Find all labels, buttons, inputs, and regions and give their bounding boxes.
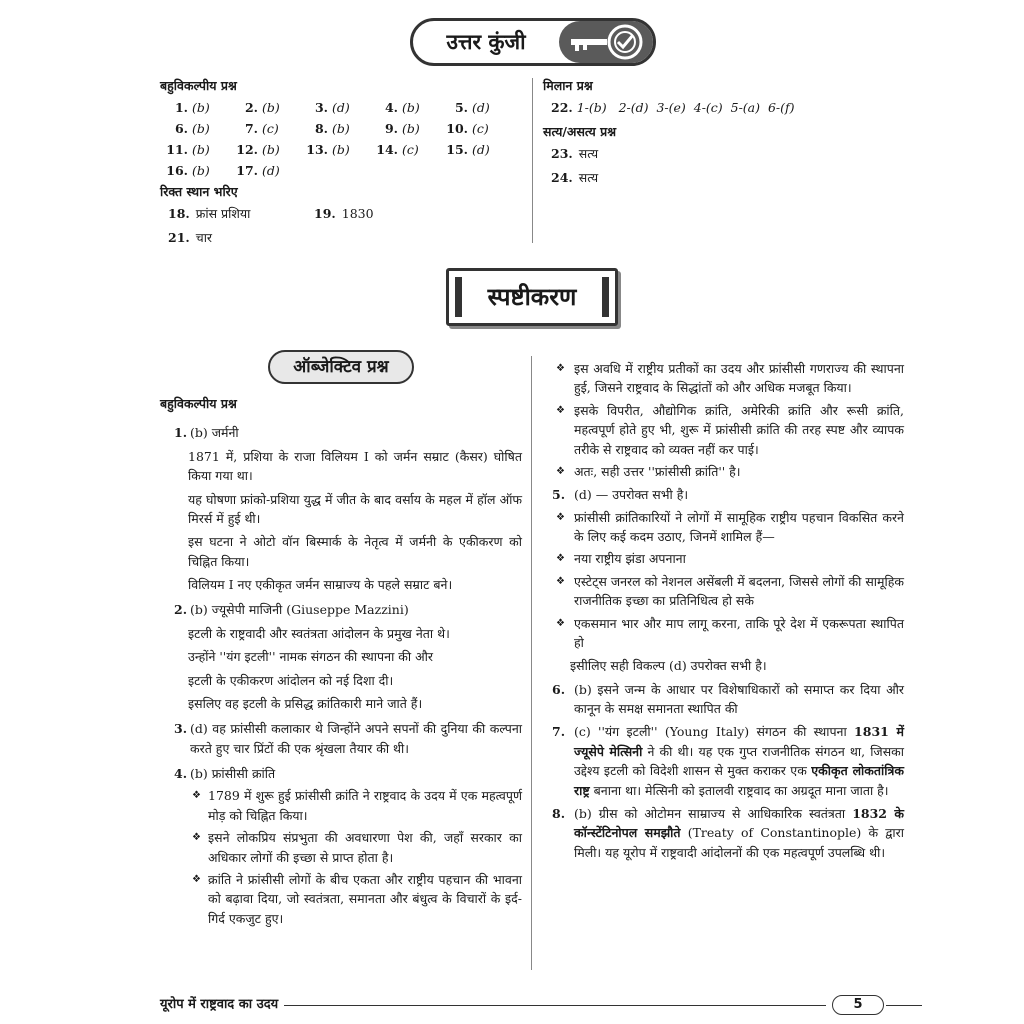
match-heading: मिलान प्रश्न — [543, 78, 593, 93]
question-4: 4. (b) फ्रांसीसी क्रांति — [174, 766, 276, 781]
q2-para-4: इसलिए वह इटली के प्रसिद्ध क्रांतिकारी माने जाते हैं। — [188, 695, 423, 711]
key-target-icon — [559, 21, 653, 63]
mcq-answer: 3. (d) — [314, 100, 350, 115]
mcq-row — [160, 140, 532, 161]
right-column — [552, 356, 904, 862]
answer-key-banner — [410, 18, 656, 66]
fill-answer: 21. चार — [168, 230, 213, 245]
q1-para-4: विलियम I नए एकीकृत जर्मन साम्राज्य के पहले सम्राट बने। — [188, 577, 453, 592]
q4-bullet-5: ❖ इसके विपरीत, औद्योगिक क्रांति, अमेरिकी क्रांति और रूसी क्रांति, महत्वपूर्ण होते हुए भी, शुरू में फ्रांसीसी क्रांति की तरह स्पष्ट और व्यापक तरीके से राष्ट्रवाद को व्यक्त नहीं कर पाई। — [556, 401, 904, 459]
mcq-answer: 8. (b) — [314, 121, 350, 136]
question-7: 7. (c) ''यंग इटली'' (Young Italy) संगठन की स्थापना 1831 में ज्यूसेपे मेत्सिनी ने की थी। यह एक गुप्त राजनीतिक संगठन था, जिसका उद्देश्य इटली को विदेशी शासन से मुक्त कराकर एक एकीकृत लोकतांत्रिक राष्ट्र बनाना था। मेत्सिनी को इतालवी राष्ट्रवाद का अग्रदूत माना जाता है। — [552, 724, 904, 798]
question-8: 8. (b) ग्रीस को ओटोमन साम्राज्य से आधिकारिक स्वतंत्रता 1832 के कॉन्स्टेंटिनोपल समझौते (Treaty of Constantinople) के द्वारा मिली। यह यूरोप में राष्ट्रवादी आंदोलनों की एक महत्वपूर्ण उपलब्धि थी। — [552, 805, 904, 860]
diamond-bullet-icon: ❖ — [556, 404, 565, 416]
mcq-answer: 15. (d) — [446, 142, 490, 157]
page-footer — [160, 994, 922, 1016]
fill-answers — [160, 204, 532, 252]
mcq-answer: 12. (b) — [236, 142, 280, 157]
mcq-answer: 4. (b) — [384, 100, 420, 115]
mcq-answer: 10. (c) — [446, 121, 489, 136]
q4-bullet-3: ❖ क्रांति ने फ्रांसीसी लोगों के बीच एकता और राष्ट्रीय पहचान की भावना को बढ़ावा दिया, जो स्वतंत्रता, समानता और बंधुत्व के विचारों के इर्द-गिर्द एकजुट हुए। — [192, 870, 522, 928]
question-1: 1. (b) जर्मनी — [174, 425, 239, 441]
mcq-answer: 13. (b) — [306, 142, 350, 157]
q4-bullet-4: ❖ इस अवधि में राष्ट्रीय प्रतीकों का उदय और फ्रांसीसी गणराज्य की स्थापना हुई, जिसने राष्ट्रवाद के सिद्धांतों को और अधिक मजबूत किया। — [556, 359, 904, 398]
footer-rule-tail — [886, 1005, 922, 1006]
q5-bullet-1: ❖ फ्रांसीसी क्रांतिकारियों ने लोगों में सामूहिक राष्ट्रीय पहचान विकसित करने के लिए कई कदम उठाए, जिनमें शामिल हैं— — [556, 508, 904, 547]
diamond-bullet-icon: ❖ — [192, 832, 201, 844]
mcq-answer: 17. (d) — [236, 163, 280, 178]
question-5: 5. (d) — उपरोक्त सभी है। — [552, 487, 689, 503]
explanation-title: स्पष्टीकरण — [487, 282, 577, 312]
mcq-heading: बहुविकल्पीय प्रश्न — [160, 78, 237, 93]
fill-row — [160, 204, 532, 228]
mcq-subheading: बहुविकल्पीय प्रश्न — [160, 396, 237, 411]
tf-answer: 24. सत्य — [551, 170, 599, 185]
q2-para-3: इटली के एकीकरण आंदोलन को नई दिशा दी। — [188, 672, 394, 688]
question-3: 3. (d) वह फ्रांसीसी कलाकार थे जिन्होंने अपने सपनों की दुनिया की कल्पना करते हुए चार प्रिंटों की एक श्रृंखला तैयार की थी। — [174, 721, 522, 756]
answer-key-left — [160, 76, 532, 252]
chapter-title: यूरोप में राष्ट्रवाद का उदय — [160, 996, 279, 1012]
question-2: 2. (b) ज्यूसेपी माजिनी (Giuseppe Mazzini) — [174, 602, 409, 618]
mcq-answer: 7. (c) — [244, 121, 279, 136]
fill-row — [160, 228, 532, 252]
diamond-bullet-icon: ❖ — [556, 363, 565, 374]
q5-bullet-2: ❖ नया राष्ट्रीय झंडा अपनाना — [556, 549, 904, 568]
mcq-row — [160, 119, 532, 140]
diamond-bullet-icon: ❖ — [192, 873, 201, 885]
page-number: 5 — [832, 995, 884, 1015]
fill-heading: रिक्त स्थान भरिए — [160, 184, 238, 199]
q1-para-2: यह घोषणा फ्रांको-प्रशिया युद्ध में जीत के बाद वर्साय के महल में हॉल ऑफ मिरर्स में हुई थी। — [188, 491, 522, 526]
mcq-answer: 11. (b) — [166, 142, 210, 157]
mcq-answer: 6. (b) — [174, 121, 210, 136]
question-6: 6. (b) इसने जन्म के आधार पर विशेषाधिकारों को समाप्त कर दिया और कानून के समक्ष समानता स्थापित की — [552, 681, 904, 716]
q5-conclusion: इसीलिए सही विकल्प (d) उपरोक्त सभी है। — [570, 658, 767, 674]
diamond-bullet-icon: ❖ — [556, 553, 565, 565]
q4-bullet-6: ❖ अतः, सही उत्तर ''फ्रांसीसी क्रांति'' है। — [556, 462, 904, 481]
answer-key-title: उत्तर कुंजी — [446, 28, 526, 54]
answer-key-divider — [532, 78, 533, 243]
diamond-bullet-icon: ❖ — [556, 617, 565, 629]
diamond-bullet-icon: ❖ — [556, 511, 565, 523]
mcq-answer: 16. (b) — [166, 163, 210, 178]
q2-para-1: इटली के राष्ट्रवादी और स्वतंत्रता आंदोलन के प्रमुख नेता थे। — [188, 625, 450, 641]
diamond-bullet-icon: ❖ — [556, 465, 565, 477]
q1-para-3: इस घटना ने ओटो वॉन बिस्मार्क के नेतृत्व में जर्मनी के एकीकरण को चिह्नित किया। — [188, 534, 522, 569]
mcq-row — [160, 98, 532, 119]
objective-badge — [268, 350, 414, 384]
tf-answer: 23. सत्य — [551, 146, 599, 161]
q1-para-1: 1871 में, प्रशिया के राजा विलियम I को जर्मन सम्राट (कैसर) घोषित किया गया था। — [188, 448, 522, 484]
fill-answer: 19. 1830 — [314, 206, 374, 221]
q4-bullet-2: ❖ इसने लोकप्रिय संप्रभुता की अवधारणा पेश की, जहाँ सरकार का अधिकार लोगों की इच्छा से प्राप्त होता है। — [192, 828, 522, 867]
q2-para-2: उन्होंने ''यंग इटली'' नामक संगठन की स्थापना की और — [188, 649, 433, 665]
mcq-row — [160, 161, 532, 182]
answer-key-right — [543, 76, 873, 192]
tf-answers — [543, 144, 873, 192]
column-divider — [531, 356, 532, 970]
explanation-banner — [446, 268, 618, 326]
q4-bullet-1: ❖ 1789 में शुरू हुई फ्रांसीसी क्रांति ने राष्ट्रवाद के उदय में एक महत्वपूर्ण मोड़ को चिह्नित किया। — [192, 786, 522, 825]
fill-answer: 18. फ्रांस प्रशिया — [168, 206, 251, 221]
diamond-bullet-icon: ❖ — [192, 790, 201, 802]
objective-title: ऑब्जेक्टिव प्रश्न — [293, 356, 389, 377]
tf-heading: सत्य/असत्य प्रश्न — [543, 124, 617, 139]
mcq-answers — [160, 98, 532, 182]
footer-rule — [284, 1005, 826, 1006]
match-answer: 22. 1-(b) 2-(d) 3-(e) 4-(c) 5-(a) 6-(f) — [551, 100, 795, 115]
q5-bullet-3: ❖ एस्टेट्स जनरल को नेशनल असेंबली में बदलना, जिससे लोगों की सामूहिक राजनीतिक इच्छा का प्रतिनिधित्व हो सके — [556, 572, 904, 611]
mcq-answer: 1. (b) — [174, 100, 210, 115]
mcq-answer: 5. (d) — [454, 100, 490, 115]
diamond-bullet-icon: ❖ — [556, 575, 565, 587]
q5-bullet-4: ❖ एकसमान भार और माप लागू करना, ताकि पूरे देश में एकरूपता स्थापित हो — [556, 614, 904, 653]
mcq-answer: 9. (b) — [384, 121, 420, 136]
left-column — [160, 394, 522, 928]
mcq-answer: 2. (b) — [244, 100, 280, 115]
mcq-answer: 14. (c) — [376, 142, 419, 157]
